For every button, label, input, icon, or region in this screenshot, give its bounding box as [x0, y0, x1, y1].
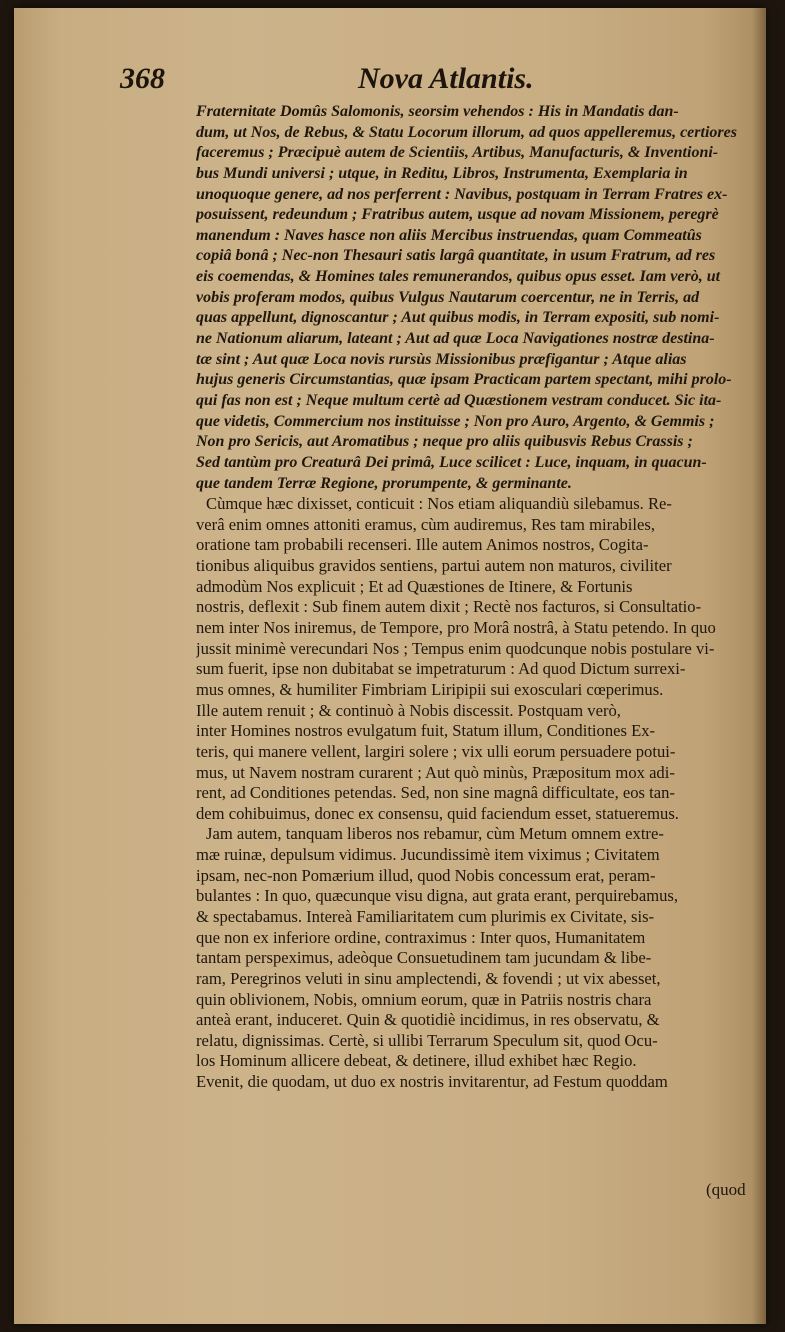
text-line: Cùmque hæc dixisset, conticuit : Nos etiam aliquandiù silebamus. Re- [206, 494, 672, 514]
text-line: unoquoque genere, ad nos perferrent : Navibus, postquam in Terram Fratres ex- [196, 185, 728, 203]
text-line: quin oblivionem, Nobis, omnium eorum, quæ in Patriis nostris chara [196, 989, 652, 1009]
text-line: inter Homines nostros evulgatum fuit, Statum illum, Conditiones Ex- [196, 721, 656, 741]
text-line: qui fas non est ; Neque multum certè ad Quæstionem vestram conducet. Sic ita- [196, 391, 722, 409]
body-text [196, 102, 766, 1093]
text-line: admodùm Nos explicuit ; Et ad Quæstiones de Itinere, & Fortunis [196, 576, 633, 596]
text-line: jussit minimè verecundari Nos ; Tempus enim quodcunque nobis postulare vi- [196, 638, 715, 658]
text-line: anteà erant, induceret. Quin & quotidiè incidimus, in res observatu, & [196, 1010, 660, 1030]
text-line: eis coemendas, & Homines tales remunerandos, quibus opus esset. Iam verò, ut [196, 268, 721, 286]
text-line: dem cohibuimus, donec ex consensu, quid faciendum esset, statueremus. [196, 803, 679, 823]
text-line: copiâ bonâ ; Nec-non Thesauri satis largâ quantitate, in usum Fratrum, ad res [196, 247, 716, 265]
text-line: Ille autem renuit ; & continuò à Nobis discessit. Postquam verò, [196, 700, 621, 720]
text-line: los Hominum allicere debeat, & detinere, illud exhibet hæc Regio. [196, 1051, 637, 1071]
text-line: & spectabamus. Intereà Familiaritatem cum plurimis ex Civitate, sis- [196, 906, 655, 926]
text-line: rent, ad Conditiones petendas. Sed, non sine magnâ difficultate, eos tan- [196, 783, 675, 803]
text-line: que tandem Terræ Regione, prorumpente, & germinante. [196, 474, 572, 492]
text-line: verâ enim omnes attoniti eramus, cùm audiremus, Res tam mirabiles, [196, 514, 655, 534]
text-line: Sed tantùm pro Creaturâ Dei primâ, Luce scilicet : Luce, inquam, in quacun- [196, 453, 707, 471]
text-line: bus Mundi universi ; utque, in Reditu, Libros, Instrumenta, Exemplaria in [196, 164, 688, 182]
text-line: posuissent, redeundum ; Fratribus autem, usque ad novam Missionem, peregrè [196, 206, 719, 224]
text-line: hujus generis Circumstantias, quæ ipsam Practicam partem spectant, mihi prolo- [196, 371, 732, 389]
text-line: manendum : Naves hasce non aliis Mercibus instruendas, quam Commeatûs [196, 226, 702, 244]
page-header [120, 62, 720, 98]
text-line: Non pro Sericis, aut Aromatibus ; neque pro aliis quibusvis Rebus Crassis ; [196, 433, 693, 451]
text-line: teris, qui manere vellent, largiri solere ; vix ulli eorum persuadere potui- [196, 741, 676, 761]
text-line: dum, ut Nos, de Rebus, & Statu Locorum illorum, ad quos appelleremus, certiores [196, 123, 737, 141]
text-line: vobis proferam modos, quibus Vulgus Nautarum coercentur, ne in Terris, ad [196, 288, 700, 306]
text-line: Evenit, die quodam, ut duo ex nostris invitarentur, ad Festum quoddam [196, 1072, 668, 1092]
text-line: nem inter Nos iniremus, de Tempore, pro Morâ nostrâ, à Statu petendo. In quo [196, 618, 716, 638]
text-line: mus, ut Navem nostram curarent ; Aut quò minùs, Præpositum mox adi- [196, 762, 675, 782]
text-line: faceremus ; Præcipuè autem de Scientiis, Artibus, Manufacturis, & Inventioni- [196, 144, 719, 162]
text-line: que non ex inferiore ordine, contraximus : Inter quos, Humanitatem [196, 927, 646, 947]
text-line: relatu, dignissimas. Certè, si ullibi Terrarum Speculum sit, quod Ocu- [196, 1030, 658, 1050]
text-line: mæ ruinæ, depulsum vidimus. Jucundissimè item viximus ; Civitatem [196, 845, 660, 865]
text-line: oratione tam probabili recenseri. Ille autem Animos nostros, Cogita- [196, 535, 649, 555]
running-title: Nova Atlantis. [358, 62, 534, 95]
text-line: mus omnes, & humiliter Fimbriam Liripipii sui exosculari cœperimus. [196, 679, 664, 699]
text-line: tantam perspeximus, adeòque Consuetudinem tam jucundam & libe- [196, 948, 652, 968]
text-line: ne Nationum aliarum, lateant ; Aut ad quæ Loca Navigationes nostræ destina- [196, 330, 715, 348]
text-line: ram, Peregrinos veluti in sinu amplectendi, & fovendi ; ut vix abesset, [196, 968, 661, 988]
text-line: ipsam, nec-non Pomærium illud, quod Nobis concessum erat, peram- [196, 865, 656, 885]
page-number: 368 [120, 62, 165, 95]
text-line: bulantes : In quo, quæcunque visu digna, aut grata erant, perquirebamus, [196, 886, 679, 906]
text-line: Jam autem, tanquam liberos nos rebamur, cùm Metum omnem extre- [206, 824, 664, 844]
text-line: sum fuerit, ipse non dubitabat se impetraturum : Ad quod Dictum surrexi- [196, 659, 686, 679]
text-line: quas appellunt, dignoscantur ; Aut quibus modis, in Terram expositi, sub nomi- [196, 309, 720, 327]
text-line: que videtis, Commercium nos instituisse ; Non pro Auro, Argento, & Gemmis ; [196, 412, 715, 430]
text-line: Fraternitate Domûs Salomonis, seorsim vehendos : His in Mandatis dan- [196, 103, 679, 120]
catchword: (quod [706, 1180, 746, 1199]
text-line: tionibus aliquibus gravidos sentiens, partui autem non maturos, civiliter [196, 556, 672, 576]
text-line: tæ sint ; Aut quæ Loca novis rursùs Missionibus præfigantur ; Atque alias [196, 350, 687, 368]
text-line: nostris, deflexit : Sub finem autem dixit ; Rectè nos facturos, si Consultatio- [196, 597, 702, 617]
